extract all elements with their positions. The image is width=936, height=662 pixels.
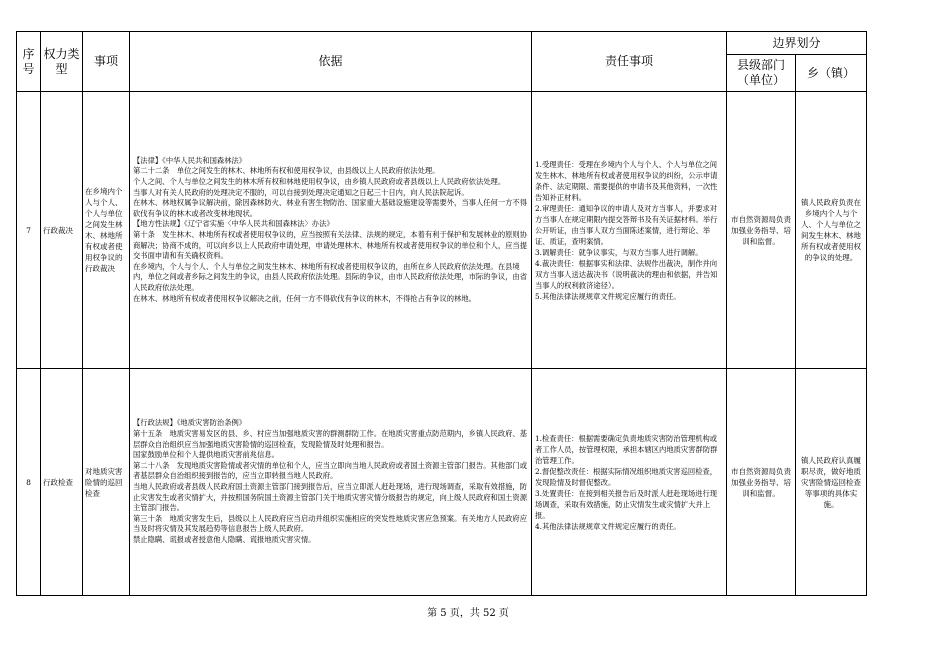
page-footer: 第 5 页，共 52 页	[427, 608, 509, 619]
responsibility-item: 4.裁决责任：根据事实和法律、法规作出裁决，制作并向双方当事人送达裁决书（说明裁决的理由和依据，并告知当事人的权利救济途径）。	[535, 258, 718, 290]
header-county: 县级部门（单位）	[727, 55, 796, 92]
row-seq: 7	[17, 92, 41, 369]
row-town: 镇人民政府认真履职尽责，做好地质灾害险情巡回检查等事项的具体实施。	[796, 369, 867, 596]
basis-paragraph: 第十五条 地质灾害易发区的县、乡、村应当加强地质灾害的群测群防工作。在地质灾害重点防范期内，乡镇人民政府、基层群众自治组织应当加强地质灾害险情的巡回检查，发现险情及时处理和报告。	[133, 429, 528, 449]
row-power-type: 行政裁决	[41, 92, 83, 369]
basis-paragraph: 第二十八条 发现地质灾害险情或者灾情的单位和个人，应当立即向当地人民政府或者国土资源主管部门报告。其他部门或者基层群众自治组织接到报告的，应当立即转报当地人民政府。	[133, 460, 528, 481]
responsibility-item: 3.调解责任：就争议事实，与双方当事人进行调解。	[535, 247, 703, 257]
basis-paragraph: 在林木、林地所有权或者使用权争议解决之前，任何一方不得砍伐有争议的林木，不得抢占有争议的林地。	[133, 293, 476, 303]
responsibility-item: 3.处置责任：在接到相关报告后及时派人赶赴现场进行现场调查，采取有效措施，防止灾情发生或灾情扩大并上报。	[535, 488, 718, 520]
basis-paragraph: 第二十二条 单位之间发生的林木、林地所有权和使用权争议，由县级以上人民政府依法处理。	[133, 166, 440, 176]
row-seq: 8	[17, 369, 41, 596]
basis-paragraph: 个人之间、个人与单位之间发生的林木所有权和林地使用权争议，由乡镇人民政府或者县级以上人民政府依法处理。	[133, 177, 506, 187]
header-responsibility: 责任事项	[532, 32, 727, 92]
basis-paragraph: 第三十条 地质灾害发生后，县级以上人民政府应当启动并组织实施相应的突发性地质灾害应急预案。有关地方人民政府应当及时将灾情及其发展趋势等信息报告上级人民政府。	[133, 513, 528, 534]
row-town: 镇人民政府负责在乡境内个人与个人、个人与单位之间发生林木、林地所有权或者使用权的争议的处理。	[796, 92, 867, 369]
header-power-type: 权力类型	[41, 32, 83, 92]
table-row	[17, 92, 867, 369]
basis-paragraph: 禁止隐瞒、谎报或者授意他人隐瞒、谎报地质灾害灾情。	[133, 534, 316, 544]
responsibility-item: 5.其他法律法规规章文件规定应履行的责任。	[535, 291, 681, 301]
row-responsibility	[532, 92, 727, 369]
row-county: 市自然资源局负责加强业务指导、培训和监督。	[727, 369, 796, 596]
basis-paragraph: 【地方性法规】《辽宁省实施〈中华人民共和国森林法〉办法》	[133, 219, 334, 229]
power-list-table	[16, 31, 867, 596]
basis-paragraph: 【法律】《中华人民共和国森林法》	[133, 155, 247, 165]
responsibility-item: 1.受理责任：受理在乡境内个人与个人、个人与单位之间发生林木、林地所有权或者使用权争议的纠纷，公示申请条件、法定期限、需要提供的申请书及其他资料，一次性告知补正材料。	[535, 159, 718, 202]
header-seq: 序号	[17, 32, 41, 92]
responsibility-item: 2.督促整改责任：根据实际情况组织地质灾害巡回检查，发现险情及时督促整改。	[535, 466, 718, 487]
row-county: 市自然资源局负责加强业务指导、培训和监督。	[727, 92, 796, 369]
header-boundary: 边界划分	[727, 32, 867, 55]
basis-paragraph: 第十条 发生林木、林地所有权或者使用权争议的，应当按照有关法律、法规的规定，本着有利于保护和发展林业的原则协商解决；协商不成的，可以向乡以上人民政府申请处理，申请处理林木、林地所有权或者使用权争议的单位和个人，应当提交书面申请和有关确权资料。	[133, 230, 528, 261]
row-power-type: 行政检查	[41, 369, 83, 596]
basis-paragraph: 当事人对有关人民政府的处理决定不服的，可以自接到处理决定通知之日起三十日内，向人民法院起诉。	[133, 187, 469, 197]
row-basis	[130, 369, 532, 596]
basis-paragraph: 在乡境内，个人与个人、个人与单位之间发生林木、林地所有权或者使用权争议的，由所在乡人民政府依法处理。在县境内，单位之间或者乡际之间发生的争议，由县人民政府依法处理。县际的争议，由市人民政府依法处理，市际的争议，由省人民政府依法处理。	[133, 261, 528, 292]
header-item: 事项	[83, 32, 130, 92]
responsibility-item: 4.其他法律法规规章文件规定应履行的责任。	[535, 521, 681, 531]
responsibility-item: 1.检查责任：根据需要确定负责地质灾害防治管理机构或者工作人员，按管理权限，承担本辖区内地质灾害群防群治管理工作。	[535, 433, 718, 465]
row-responsibility	[532, 369, 727, 596]
basis-paragraph: 国家鼓励单位和个人提供地质灾害前兆信息。	[133, 450, 279, 460]
row-item: 在乡境内个人与个人、个人与单位之间发生林木、林地所有权或者使用权争议的行政裁决	[83, 92, 130, 369]
basis-paragraph: 【行政法规】《地质灾害防治条例》	[133, 418, 247, 428]
header-row-top	[17, 32, 867, 55]
header-basis: 依据	[130, 32, 532, 92]
header-town: 乡（镇）	[796, 55, 867, 92]
table-row	[17, 369, 867, 596]
row-item: 对地质灾害险情的巡回检查	[83, 369, 130, 596]
basis-paragraph: 当地人民政府或者县级人民政府国土资源主管部门接到报告后，应当立即派人赶赴现场，进行现场调查，采取有效措施，防止灾害发生或者灾情扩大，并按照国务院国土资源主管部门关于地质灾害灾情分级报告的规定，向上级人民政府和国土资源主管部门报告。	[133, 482, 528, 513]
row-basis	[130, 92, 532, 369]
basis-paragraph: 在林木、林地权属争议解决前，除因森林防火、林业有害生物防治、国家重大基础设施建设等需要外，当事人任何一方不得砍伐有争议的林木或者改变林地现状。	[133, 198, 528, 218]
responsibility-item: 2.审理责任：通知争议的申请人及对方当事人，并要求对方当事人在规定期限内提交答辩书及有关证据材料。举行公开听证，由当事人双方当面陈述案情，进行辩论、举证、质证，查明案情。	[535, 203, 718, 246]
